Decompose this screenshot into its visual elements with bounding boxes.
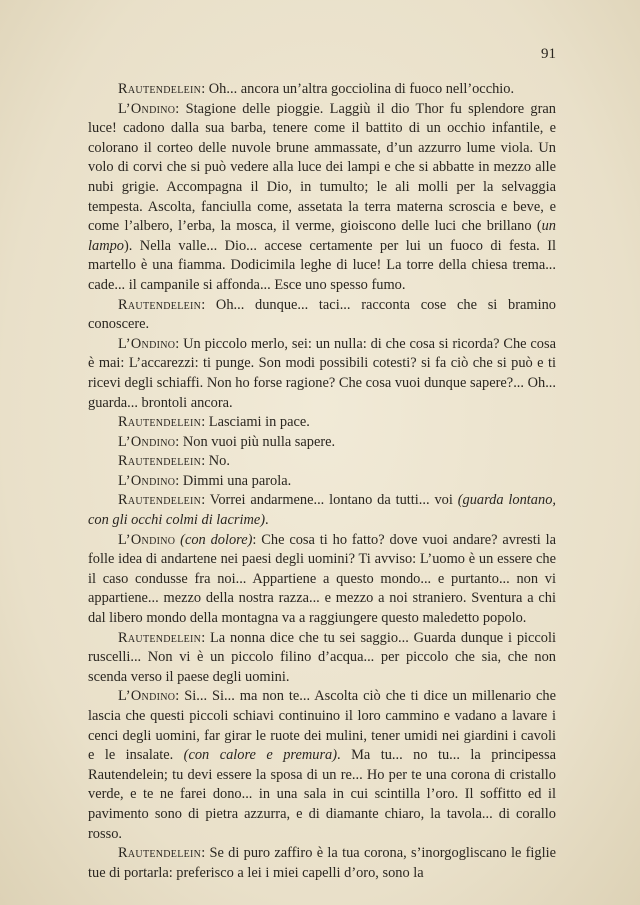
dialogue-line: : Lasciami in pace. [201,414,310,431]
paragraph [88,452,556,472]
stage-direction: (con dolore) [180,531,253,548]
speaker-name: L’Ondino [118,688,176,705]
dialogue-line: : Vorrei andarmene... lontano da tutti... voi [201,492,458,509]
paragraph [88,472,556,492]
speaker-name: Rautendelein [118,414,202,431]
dialogue-line: . [265,512,269,529]
paragraph [88,335,556,413]
speaker-name: L’Ondino [118,531,176,548]
paragraph [88,80,556,100]
speaker-name: L’Ondino [118,335,176,352]
speaker-name: Rautendelein [118,453,202,470]
dialogue-line: : Oh... ancora un’altra gocciolina di fuoco nell’occhio. [201,81,515,97]
paragraph [88,844,556,883]
dialogue-line: : Stagione delle pioggie. Laggiù il dio Thor fu splendore gran luce! cadono dalla sua barba, tenere come il battito di un occhio infantile, e colorano il corteo delle nuvole brune ammassate, d’un azzurro lume viola. Un volo di corvi che si può vedere alla luce dei lampi e che si abbatte in mezzo alle nubi grigie. Accompagna il Dio, in tumulto; le ali molli per la selvaggia tempesta. Ascolta, fanciulla come, assetata la terra materna scroscia e beve, e come l’albero, l’erba, la mosca, il verme, gioiscono delle luci che brillano ( [88,100,556,235]
paragraph [88,100,556,296]
dialogue-line: : No. [201,453,230,470]
stage-direction: un lampo [88,218,556,254]
stage-direction: (guarda lontano, con gli occhi colmi di lacrime) [88,492,556,529]
dialogue-text [88,80,556,883]
paragraph [88,413,556,433]
speaker-name: Rautendelein [118,845,202,862]
dialogue-line: : Che cosa ti ho fatto? dove vuoi andare? avresti la folle idea di andartene nei paesi degli uomini? Ti avviso: L’uomo è un essere che il caso condusse fra noi... Appartiene a questo mondo... e purtanto... non vi appartiene... mezzo della nostra razza... e mezzo a noi straniero. Sventura a chi dal libero mondo della montagna va a raggiungere questo maledetto popolo. [88,531,556,627]
speaker-name: L’Ondino [118,100,176,117]
dialogue-line: : Dimmi una parola. [175,472,292,489]
paragraph [88,296,556,335]
speaker-name: L’Ondino [118,433,176,450]
paragraph [88,433,556,453]
paragraph [88,531,556,629]
stage-direction: (con calore e premura) [183,747,338,764]
speaker-name: Rautendelein [118,629,202,646]
dialogue-line: : Si... Si... ma non te... Ascolta ciò che ti dice un millenario che lascia che questi piccoli schiavi continuino il loro cammino e vadano a lavare i cenci degli uomini, far girar le ruote dei mulini, tener umidi nei giardini i cavoli e le insalate. [88,688,556,764]
paragraph [88,491,556,530]
dialogue-line: : La nonna dice che tu sei saggio... Guarda dunque i piccoli ruscelli... Non vi è un piccolo filino d’acqua... per piccolo che sia, che non scenda verso il paese degli uomini. [88,629,556,685]
speaker-name: Rautendelein [118,296,202,313]
speaker-name: Rautendelein [118,81,202,97]
paragraph [88,687,556,844]
dialogue-line: : Se di puro zaffiro è la tua corona, s’inorgogliscano le figlie tue di portarla: preferisco a lei i miei capelli d’oro, sono la [88,845,556,881]
dialogue-line: : Un piccolo merlo, sei: un nulla: di che cosa si ricorda? Che cosa è mai: L’accarezzi: ti punge. Son modi possibili cotesti? si fa ciò che si può e ti ricevi degli schiaffi. Non ho forse ragione? Che cosa vuoi dunque sapere?... Oh... guarda... brontoli ancora. [88,335,556,411]
page-number: 91 [541,46,556,62]
speaker-name: L’Ondino [118,472,176,489]
dialogue-line: . Ma tu... no tu... la principessa Rautendelein; tu devi essere la sposa di un re... Ho per te una corona di cristallo verde, e te ne farei dono... in una sala in cui scintilla l’oro. Il soffitto ed il pavimento sono di pietra azzurra, e di diamante chiaro, la tavola... di corallo rosso. [88,747,556,842]
paragraph [88,629,556,688]
dialogue-line: ). Nella valle... Dio... accese certamente per lui un fuoco di festa. Il martello è una fiamma. Dodicimila leghe di luce! La torre della chiesa trema... cade... il campanile si affonda... Esce uno spesso fumo. [88,237,556,293]
dialogue-line: : Non vuoi più nulla sapere. [175,433,336,450]
speaker-name: Rautendelein [118,492,202,509]
dialogue-line: : Oh... dunque... taci... racconta cose che si bramino conoscere. [88,296,556,333]
